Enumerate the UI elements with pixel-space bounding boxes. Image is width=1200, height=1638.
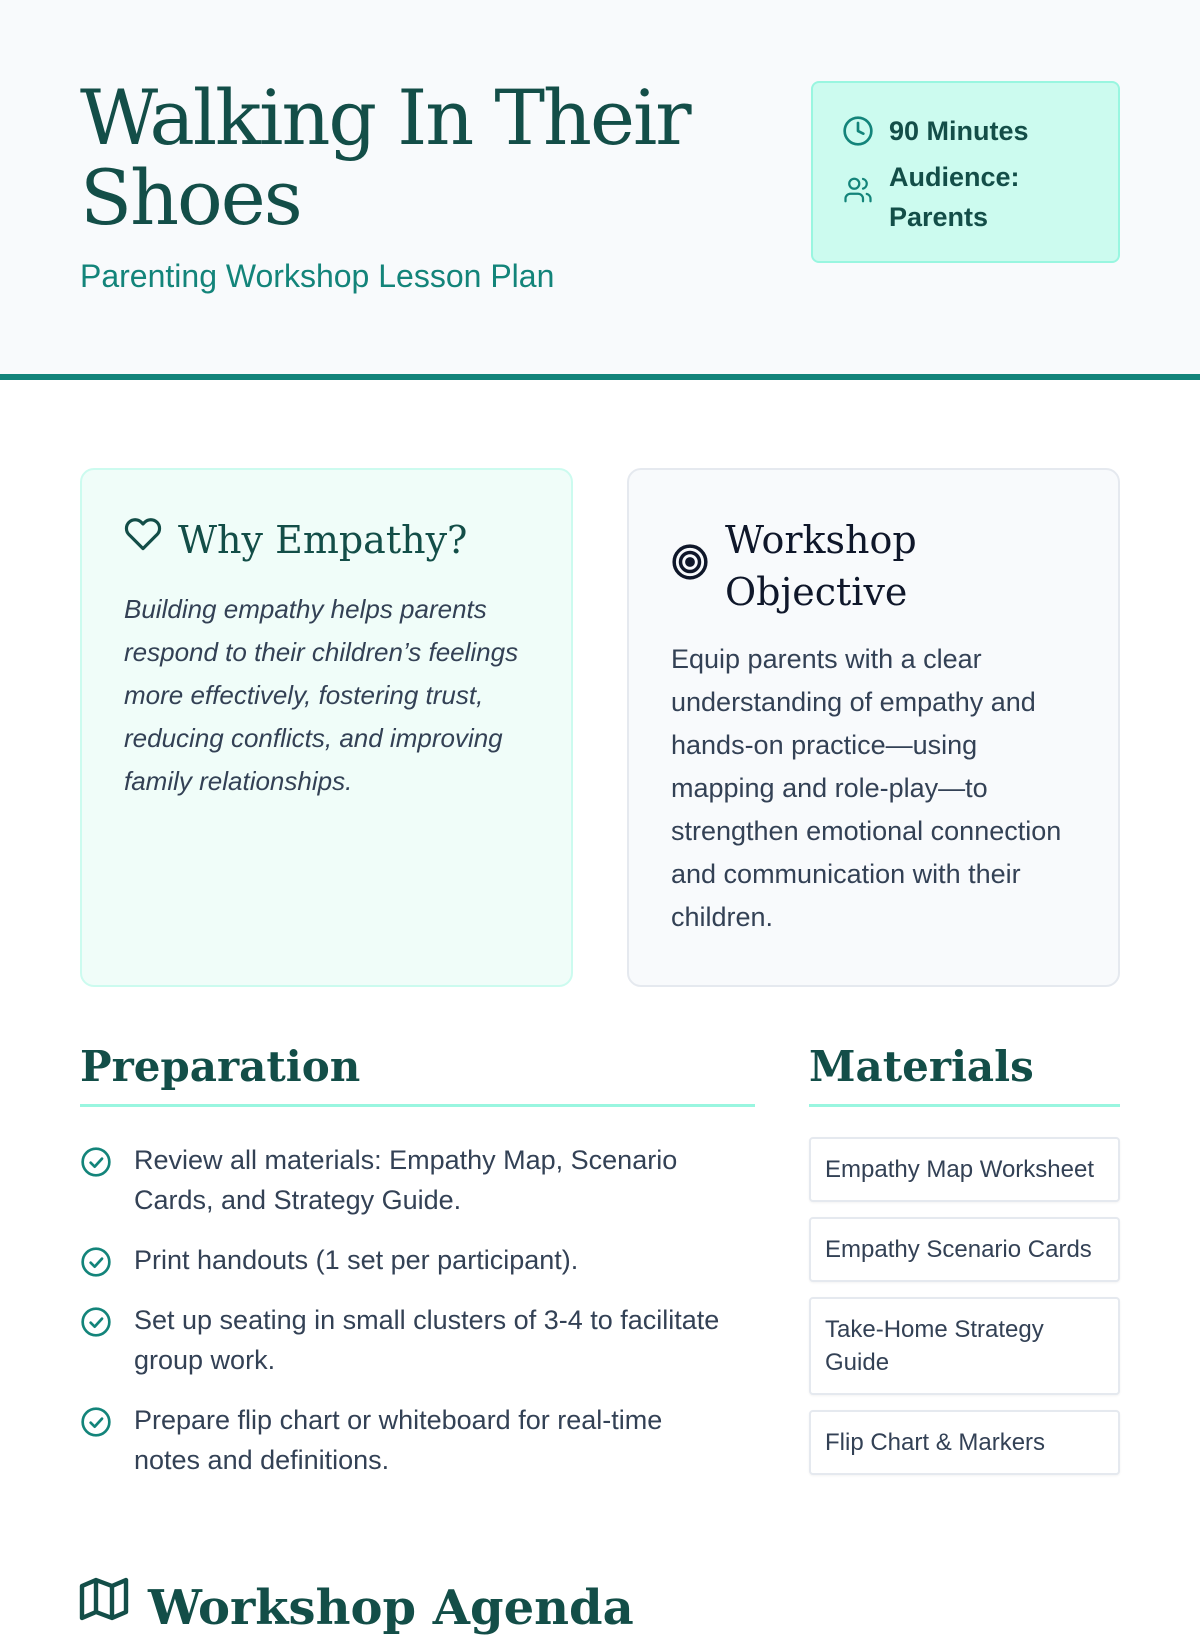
why-empathy-card [80,468,573,987]
preparation-item-text: Review all materials: Empathy Map, Scenario Cards, and Strategy Guide. [134,1145,678,1215]
why-empathy-heading [124,514,529,566]
audience-row [841,157,1039,237]
preparation-item-text: Print handouts (1 set per participant). [134,1245,579,1275]
preparation-item [80,1240,720,1280]
materials-divider [809,1104,1120,1107]
objective-heading [671,514,1076,618]
clock-icon [841,114,875,148]
check-circle-icon [80,1246,114,1280]
check-circle-icon [80,1146,114,1180]
agenda-heading-text: Workshop Agenda [148,1580,634,1636]
preparation-item [80,1300,720,1380]
materials-heading: Materials [809,1042,1034,1091]
preparation-item-text: Set up seating in small clusters of 3-4 to facilitate group work. [134,1305,720,1375]
preparation-item-text: Prepare flip chart or whiteboard for real-time notes and definitions. [134,1405,663,1475]
material-item: Flip Chart & Markers [809,1410,1120,1475]
why-empathy-title: Why Empathy? [178,518,468,562]
preparation-item [80,1140,720,1220]
page-header [0,0,1200,380]
agenda-section-heading [80,1578,634,1638]
why-empathy-text: Building empathy helps parents respond to their children’s feelings more effectively, fostering trust, reducing conflicts, and improving family relationships. [124,594,519,796]
objective-card [627,468,1120,987]
users-icon [841,173,875,207]
page-title: Walking In Their Shoes [80,73,690,242]
materials-list [809,1137,1120,1490]
duration-text: 90 Minutes [889,116,1029,146]
objective-title: Workshop Objective [725,518,917,614]
preparation-divider [80,1104,755,1107]
objective-text: Equip parents with a clear understanding of empathy and hands-on practice—using mapping and role-play—to strengthen emotional connection and communication with their children. [671,644,1062,932]
check-circle-icon [80,1406,114,1440]
check-circle-icon [80,1306,114,1340]
session-info-box [811,81,1120,263]
material-item: Empathy Scenario Cards [809,1217,1120,1282]
preparation-list [80,1140,720,1500]
audience-text: Audience: Parents [889,162,1020,232]
page-subtitle: Parenting Workshop Lesson Plan [80,258,555,294]
material-item: Empathy Map Worksheet [809,1137,1120,1202]
preparation-item [80,1400,720,1480]
duration-row [841,111,1029,151]
heart-icon [124,514,162,566]
preparation-heading: Preparation [80,1042,361,1091]
map-icon [80,1578,128,1618]
material-item: Take-Home Strategy Guide [809,1297,1120,1395]
target-icon [671,542,709,594]
